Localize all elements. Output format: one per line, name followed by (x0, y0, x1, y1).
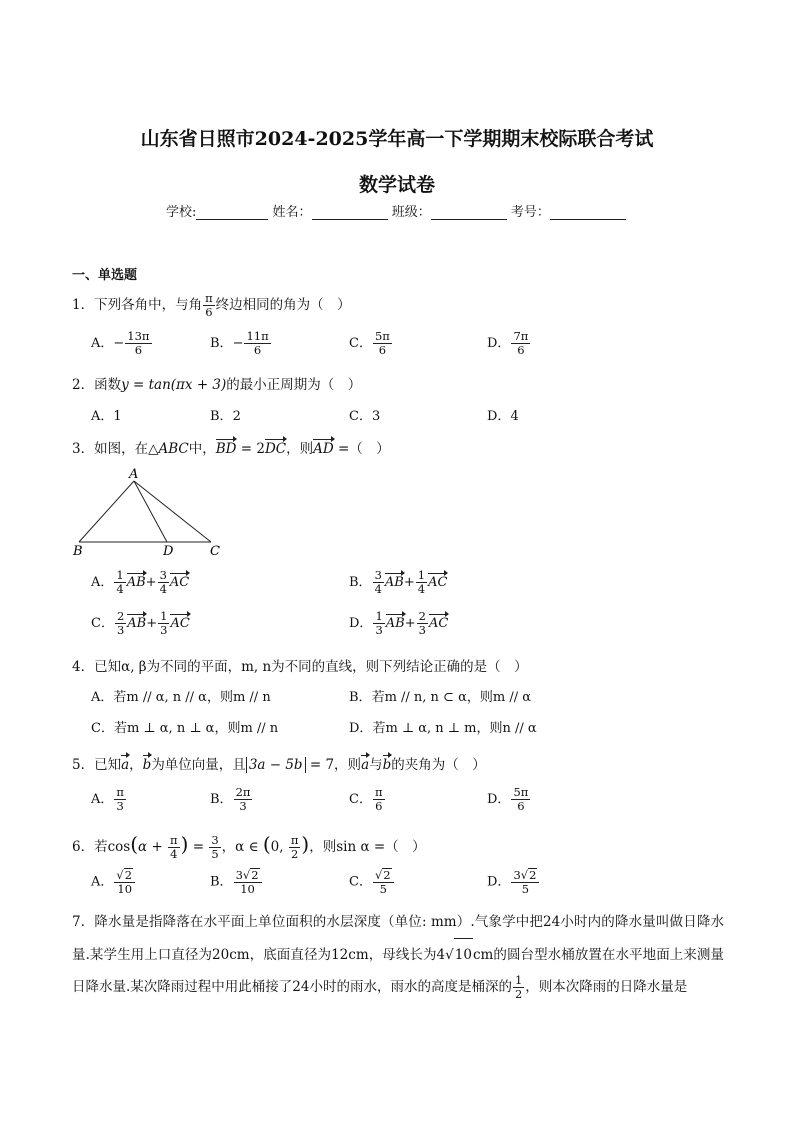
q3-option-d[interactable]: D． $\frac{1}{3}$ AB+ $\frac{2}{3}$ AC (349, 609, 449, 638)
question-4: 4．已知α, β为不同的平面，m, n为不同的直线，则下列结论正确的是（ ） (72, 659, 528, 675)
fraction: $\frac{\pi}{6}$ (205, 291, 213, 320)
name-label: 姓名： (272, 205, 312, 220)
question-7: 7．降水量是指降落在水平面上单位面积的水层深度（单位: mm）.气象学中把24小时内的降水量叫做日降水量.某学生用上口直径为20cm，底面直径为12cm，母线长为4√10cm的圆台型水桶放置在水平地面上来测量日降水量.某次降雨过程中用此桶接了24小时的雨水，雨水的高度是桶深的 $\frac{1}{2}$ ，则本次降雨的日降水量是 (72, 914, 724, 1001)
q3-option-b[interactable]: B． $\frac{3}{4}$ AB+ $\frac{1}{4}$ AC (349, 568, 448, 597)
q5-option-c[interactable]: C． $\frac{\pi}{6}$ (349, 785, 383, 814)
q2-option-b[interactable]: B．2 (210, 409, 241, 424)
question-2: 2．函数y = tan(πx + 3)的最小正周期为（ ） (72, 377, 362, 393)
q6-option-b[interactable]: B． $\frac{3√2}{10}$ (210, 868, 263, 896)
q2-option-c[interactable]: C．3 (349, 409, 381, 424)
label-b: B (73, 544, 83, 558)
vector-a: a (121, 757, 130, 773)
label-c: C (210, 544, 220, 558)
q6-option-d[interactable]: D． $\frac{3√2}{5}$ (487, 868, 540, 896)
question-6: 6．若cos(α + $\frac{\pi}{4}$ ) = $\frac{3}{5}$ ，α ∈ (0, $\frac{\pi}{2}$ )，则sin α =（ ） (72, 832, 426, 861)
question-5: 5．已知a，b为单位向量，且 3a − 5b = 7，则a与b的夹角为（ ） (72, 757, 486, 773)
q1-option-c[interactable]: C． $\frac{5\pi}{6}$ (349, 329, 390, 358)
absolute-value: 3a − 5b (246, 757, 306, 773)
q5-option-b[interactable]: B． $\frac{2\pi}{3}$ (210, 785, 251, 814)
vector-ad: AD (313, 441, 334, 457)
q6-option-c[interactable]: C． $\frac{√2}{5}$ (349, 868, 395, 896)
question-number: 1． (72, 297, 95, 314)
vector-b: b (142, 757, 152, 773)
school-label: 学校: (166, 205, 197, 220)
q4-option-c[interactable]: C．若m ⊥ α, n ⊥ α，则m // n (91, 721, 279, 736)
q3-option-a[interactable]: A． $\frac{1}{4}$ AB+ $\frac{3}{4}$ AC (91, 568, 190, 597)
question-3: 3．如图，在△ABC中，BD = 2DC，则AD =（ ） (72, 441, 390, 457)
q2-option-d[interactable]: D．4 (487, 409, 519, 424)
vector-bd: BD (215, 441, 237, 457)
label-a: A (129, 467, 139, 482)
q1-option-d[interactable]: D． $\frac{7\pi}{6}$ (487, 329, 529, 358)
q6-option-a[interactable]: A． $\frac{√2}{10}$ (91, 868, 136, 896)
question-text: 下列各角中，与角 (94, 297, 203, 314)
exam-no-blank[interactable] (550, 205, 626, 220)
page-title: 山东省日照市2024-2025学年高一下学期期末校际联合考试 (140, 128, 654, 150)
question-text: 终边相同的角为（ ） (215, 297, 351, 314)
school-blank[interactable] (196, 205, 268, 220)
section-heading: 一、单选题 (72, 268, 138, 283)
label-d: D (163, 544, 174, 558)
class-blank[interactable] (431, 205, 507, 220)
q3-option-c[interactable]: C． $\frac{2}{3}$ AB+ $\frac{1}{3}$ AC (91, 609, 190, 638)
q2-option-a[interactable]: A．1 (91, 409, 122, 424)
q4-option-a[interactable]: A．若m // α, n // α，则m // n (91, 690, 271, 705)
vector-dc: DC (264, 441, 287, 457)
q1-option-b[interactable]: B．− $\frac{11\pi}{6}$ (210, 329, 269, 358)
math-expression: y = tan(πx + 3) (121, 377, 227, 393)
q4-option-b[interactable]: B．若m // n, n ⊂ α，则m // α (349, 690, 531, 705)
student-info-fields (166, 201, 626, 220)
page-subtitle: 数学试卷 (358, 174, 435, 196)
question-1 (72, 292, 351, 319)
exam-no-label: 考号： (510, 205, 550, 220)
q5-option-a[interactable]: A． $\frac{\pi}{3}$ (91, 785, 124, 814)
q5-option-d[interactable]: D． $\frac{5\pi}{6}$ (487, 785, 529, 814)
q1-option-a[interactable]: A．− $\frac{13\pi}{6}$ (91, 329, 150, 358)
name-blank[interactable] (312, 205, 388, 220)
class-label: 班级： (391, 205, 431, 220)
q4-option-d[interactable]: D．若m ⊥ α, n ⊥ m，则n // α (349, 721, 537, 736)
triangle-figure (70, 466, 230, 558)
